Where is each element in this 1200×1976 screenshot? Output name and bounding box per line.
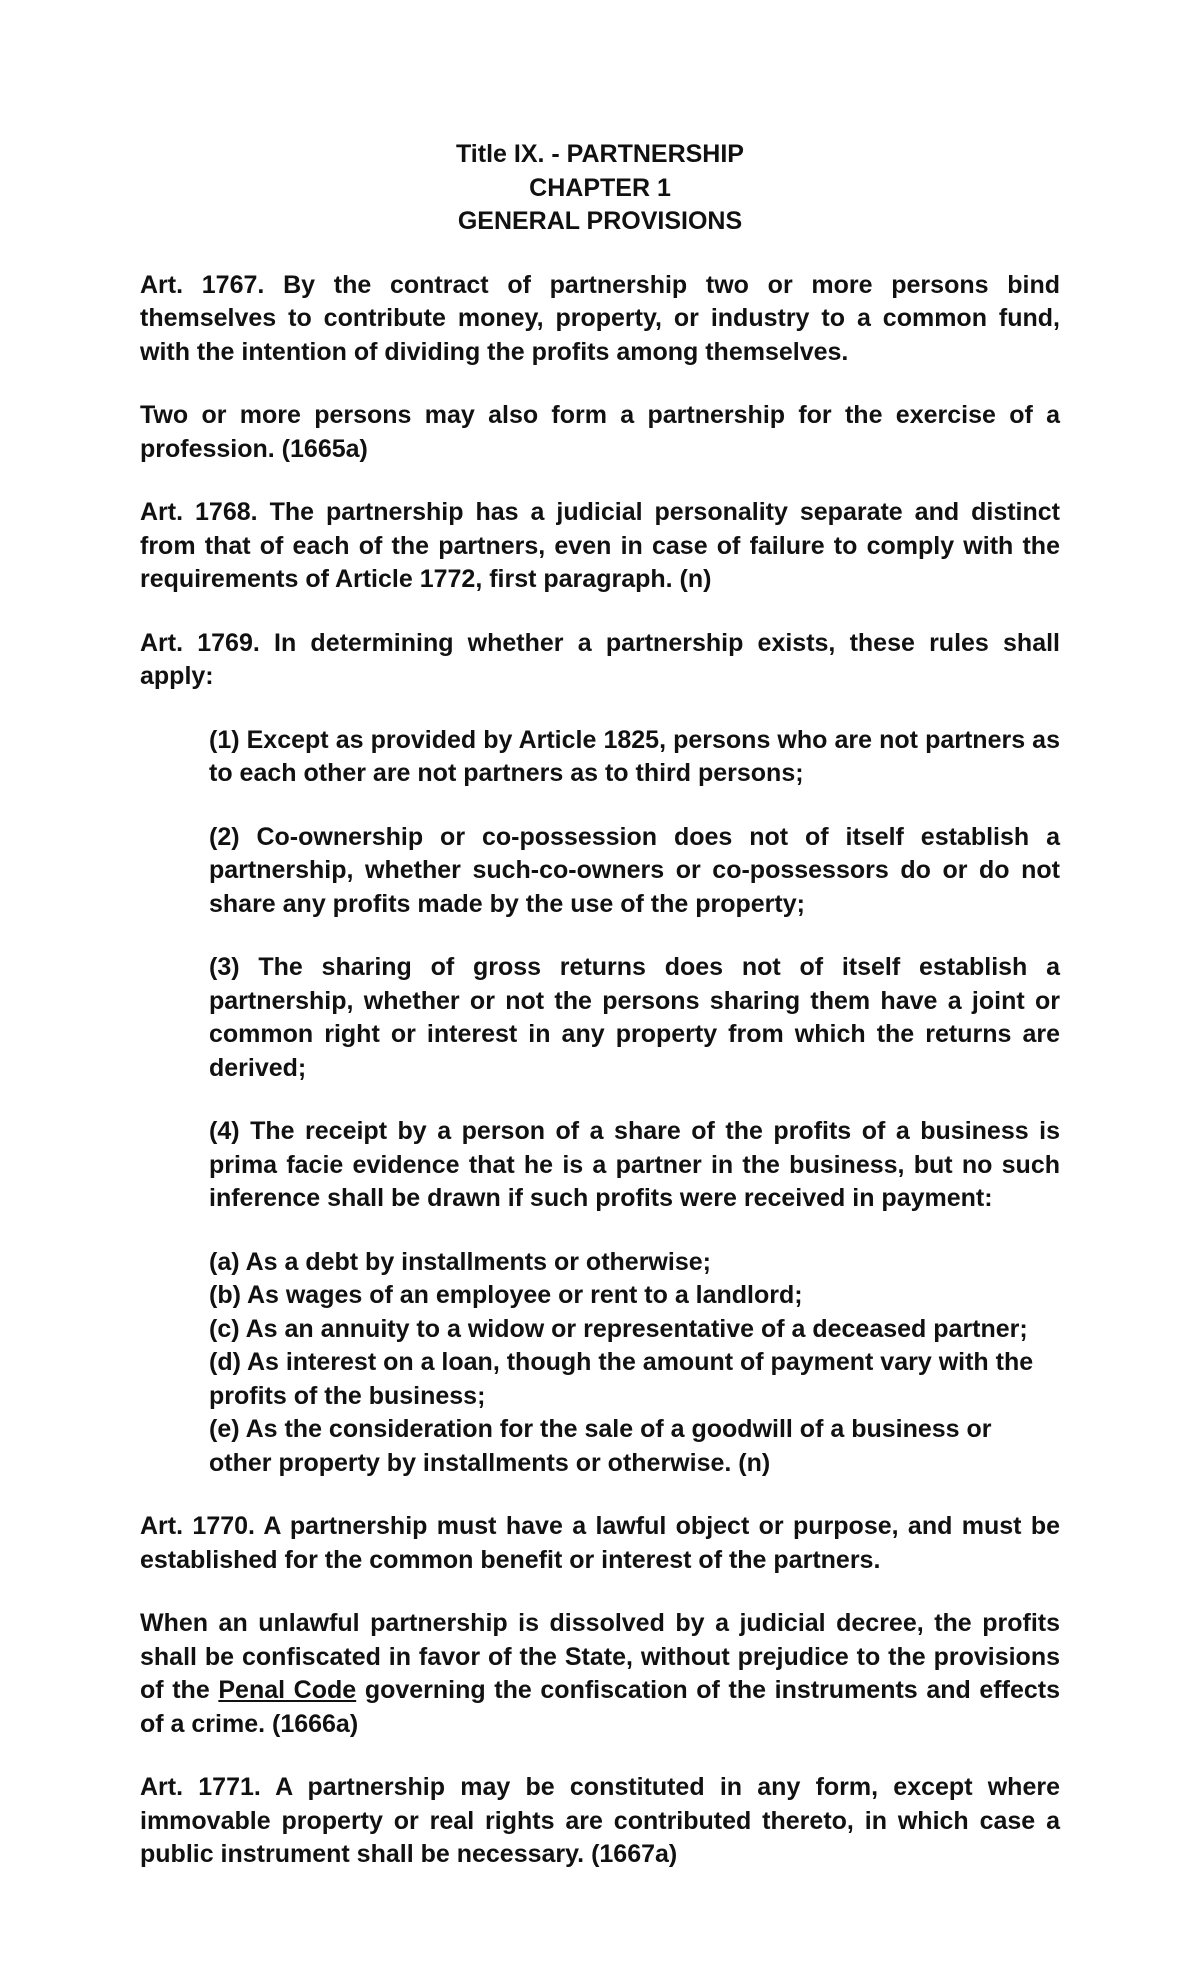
article-1770-text-after: governing the confiscation of the instruments and effects of a crime. (1666a)	[140, 1676, 1060, 1738]
section-heading: GENERAL PROVISIONS	[457, 207, 743, 235]
article-1770-text-before: When an unlawful partnership is dissolved by a judicial decree, the profits shall be confiscated in favor of the State, without prejudice to the provisions of the	[140, 1609, 1060, 1704]
article-1769-rule-1: (1) Except as provided by Article 1825, persons who are not partners as to each other are not partners as to third persons;	[209, 725, 1060, 787]
subitem-d: (d) As interest on a loan, though the amount of payment vary with the profits of the business;	[209, 1348, 1034, 1410]
article-1769-rule-4: (4) The receipt by a person of a share of the profits of a business is prima facie evidence that he is a partner in the business, but no such inference shall be drawn if such profits were received in payment:	[209, 1117, 1060, 1212]
subitem-b: (b) As wages of an employee or rent to a landlord;	[209, 1281, 803, 1309]
article-1769-rule-3: (3) The sharing of gross returns does not of itself establish a partnership, whether or not the persons sharing them have a joint or common right or interest in any property from which the returns are derived;	[209, 953, 1060, 1082]
article-1768-paragraph: Art. 1768. The partnership has a judicial personality separate and distinct from that of each of the partners, even in case of failure to comply with the requirements of Article 1772, first paragraph. (n)	[140, 498, 1060, 593]
article-1771-paragraph: Art. 1771. A partnership may be constituted in any form, except where immovable property or real rights are contributed thereto, in which case a public instrument shall be necessary. (1667a)	[140, 1773, 1060, 1868]
document-heading	[140, 138, 1060, 239]
article-1767-paragraph-1: Art. 1767. By the contract of partnership two or more persons bind themselves to contribute money, property, or industry to a common fund, with the intention of dividing the profits among themselves.	[140, 270, 1060, 366]
article-1769-subitems	[140, 1246, 1060, 1481]
article-1769-rule-2: (2) Co-ownership or co-possession does not of itself establish a partnership, whether such-co-owners or co-possessors do or do not share any profits made by the use of the property;	[209, 822, 1060, 918]
article-1769-intro: Art. 1769. In determining whether a partnership exists, these rules shall apply:	[140, 628, 1060, 690]
article-1770-paragraph-2	[140, 1607, 1060, 1741]
penal-code-link[interactable]: Penal Code	[218, 1676, 357, 1704]
article-1767-paragraph-2: Two or more persons may also form a partnership for the exercise of a profession. (1665a)	[140, 401, 1060, 463]
subitem-a: (a) As a debt by installments or otherwise;	[209, 1247, 711, 1276]
subitem-c: (c) As an annuity to a widow or representative of a deceased partner;	[209, 1314, 1028, 1343]
subitem-e: (e) As the consideration for the sale of a goodwill of a business or other property by installments or otherwise. (n)	[209, 1415, 992, 1477]
article-1770-paragraph-1: Art. 1770. A partnership must have a lawful object or purpose, and must be established for the common benefit or interest of the partners.	[140, 1512, 1060, 1574]
chapter-heading: CHAPTER 1	[529, 173, 671, 202]
title-heading: Title IX. - PARTNERSHIP	[455, 140, 744, 168]
